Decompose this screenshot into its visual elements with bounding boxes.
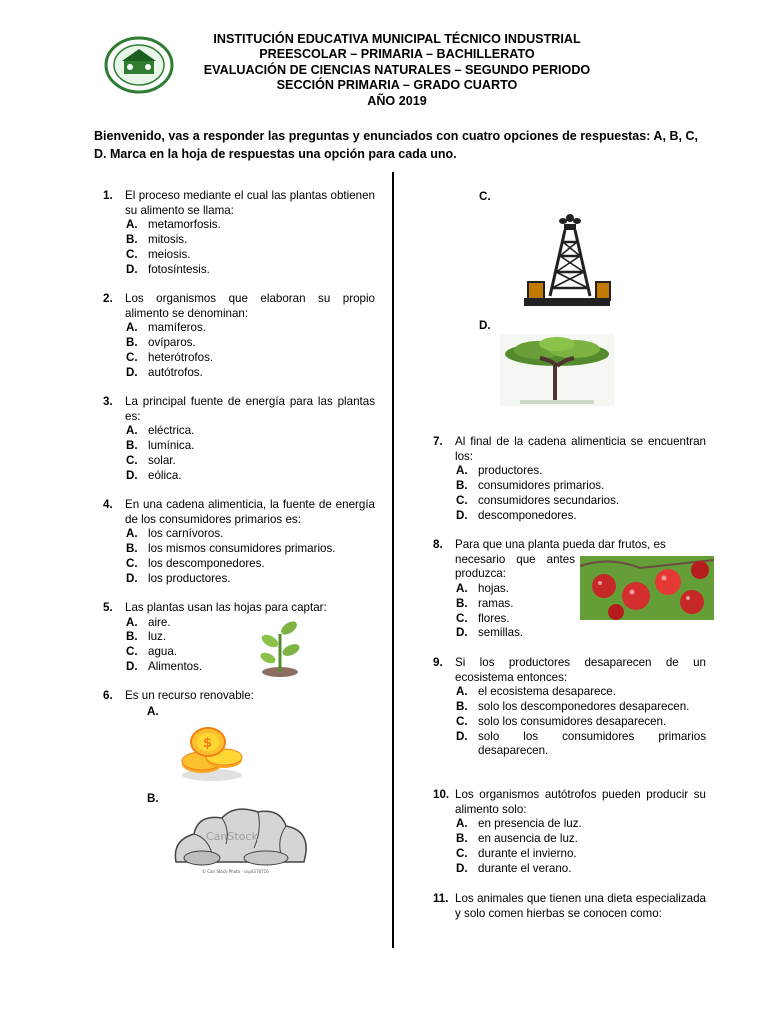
watermark: CanStock [206, 830, 258, 843]
question-text-rest: necesario que antes produzca: [455, 552, 575, 581]
question-5 [103, 601, 375, 675]
option-c[interactable]: C. consumidores secundarios. [456, 493, 620, 507]
question-text: Al final de la cadena alimenticia se encuentran los: [455, 435, 706, 463]
question-text: Las plantas usan las hojas para captar: [125, 601, 327, 614]
option-b[interactable]: B. en ausencia de luz. [456, 832, 578, 846]
option-b[interactable]: B. los mismos consumidores primarios. [126, 542, 336, 556]
question-6 [103, 689, 375, 704]
question-number: 11. [433, 892, 449, 905]
question-9 [433, 656, 706, 759]
option-a[interactable]: A. en presencia de luz. [456, 817, 582, 831]
option-d[interactable]: D. descomponedores. [456, 508, 577, 522]
option-b[interactable]: B. solo los descomponedores desaparecen. [456, 700, 690, 714]
plant-sprout-icon [256, 614, 304, 678]
option-d[interactable]: D. semillas. [456, 626, 524, 640]
question-2 [103, 292, 375, 380]
question-text: El proceso mediante el cual las plantas obtienen su alimento se llama: [125, 189, 375, 217]
option-c[interactable]: C. meiosis. [126, 247, 191, 261]
question-3 [103, 395, 375, 483]
raspberries-icon [580, 556, 714, 620]
option-b[interactable]: B. mitosis. [126, 233, 188, 247]
rocks-icon[interactable] [168, 800, 314, 876]
question-1 [103, 189, 375, 277]
option-d[interactable]: D. Alimentos. [126, 659, 203, 673]
gold-coins-icon[interactable] [172, 720, 252, 784]
institution-name: INSTITUCIÓN EDUCATIVA MUNICIPAL TÉCNICO INDUSTRIAL [213, 32, 581, 46]
option-c[interactable]: C. heterótrofos. [126, 350, 214, 364]
question-11 [433, 892, 706, 921]
question-number: 8. [433, 538, 443, 551]
question-number: 7. [433, 435, 443, 448]
question-7 [433, 435, 706, 523]
option-b-label[interactable]: B. [147, 792, 159, 805]
option-b[interactable]: B. lumínica. [126, 439, 195, 453]
option-a[interactable]: A. mamíferos. [126, 321, 206, 335]
question-text: Los organismos que elaboran su propio alimento se denominan: [125, 292, 375, 320]
option-c[interactable]: C. durante el invierno. [456, 846, 577, 860]
document-header [190, 32, 604, 109]
school-logo [104, 36, 174, 94]
option-a[interactable]: A. metamorfosis. [126, 218, 221, 232]
option-a[interactable]: A. el ecosistema desaparece. [456, 685, 616, 699]
svg-text:$: $ [203, 736, 213, 751]
question-text: Los animales que tienen una dieta especializada y solo comen hierbas se conocen como: [455, 892, 706, 920]
column-divider [392, 172, 394, 948]
question-number: 2. [103, 292, 113, 305]
question-number: 9. [433, 656, 443, 669]
option-a[interactable]: A. eléctrica. [126, 424, 195, 438]
option-c[interactable]: C. solar. [126, 453, 176, 467]
instructions: Bienvenido, vas a responder las preguntas y enunciados con cuatro opciones de respuestas: A, B, C, D. Marca en la hoja de respuestas una opción para cada uno. [94, 129, 698, 161]
question-number: 1. [103, 189, 113, 202]
question-text: Si los productores desaparecen de un ecosistema entonces: [455, 656, 706, 684]
option-a[interactable]: A. aire. [126, 615, 171, 629]
question-number: 4. [103, 498, 113, 511]
tree-icon[interactable] [500, 334, 614, 406]
image-credit: © Can Stock Photo - csp4378716 [202, 869, 269, 874]
question-text-line1: Para que una planta pueda dar frutos, es [455, 538, 666, 551]
option-b[interactable]: B. ramas. [456, 596, 514, 610]
option-d[interactable]: D. autótrofos. [126, 365, 203, 379]
option-b[interactable]: B. ovíparos. [126, 336, 196, 350]
question-text: Es un recurso renovable: [125, 689, 254, 702]
option-d[interactable]: D. los productores. [126, 571, 231, 585]
year: AÑO 2019 [367, 93, 427, 108]
section-grade: SECCIÓN PRIMARIA – GRADO CUARTO [276, 78, 518, 93]
option-d-label[interactable]: D. [479, 319, 491, 332]
option-b[interactable]: B. luz. [126, 630, 167, 644]
option-a[interactable]: A. los carnívoros. [126, 527, 224, 541]
question-text: En una cadena alimenticia, la fuente de energía de los consumidores primarios es: [125, 498, 375, 526]
question-number: 6. [103, 689, 113, 702]
option-d[interactable]: D. solo los consumidores primarios desaparecen. [456, 729, 706, 758]
option-c[interactable]: C. los descomponedores. [126, 556, 265, 570]
option-a[interactable]: A. productores. [456, 464, 543, 478]
option-c[interactable]: C. flores. [456, 611, 510, 625]
option-b[interactable]: B. consumidores primarios. [456, 479, 605, 493]
question-10 [433, 788, 706, 876]
evaluation-title: EVALUACIÓN DE CIENCIAS NATURALES – SEGUNDO PERIODO [203, 62, 591, 77]
option-c[interactable]: C. solo los consumidores desaparecen. [456, 714, 667, 728]
option-d[interactable]: D. durante el verano. [456, 861, 572, 875]
option-a[interactable]: A. hojas. [456, 582, 509, 596]
option-a-label[interactable]: A. [147, 705, 159, 718]
option-c-label[interactable]: C. [479, 190, 491, 203]
question-text: La principal fuente de energía para las plantas es: [125, 395, 375, 423]
question-number: 5. [103, 601, 113, 614]
question-number: 3. [103, 395, 113, 408]
question-number: 10. [433, 788, 450, 801]
question-4 [103, 498, 375, 586]
question-text: Los organismos autótrofos pueden producir su alimento solo: [455, 788, 706, 816]
option-d[interactable]: D. eólica. [126, 468, 182, 482]
oil-derrick-icon[interactable] [520, 212, 612, 312]
school-levels: PREESCOLAR – PRIMARIA – BACHILLERATO [259, 47, 535, 62]
option-c[interactable]: C. agua. [126, 645, 178, 659]
option-d[interactable]: D. fotosíntesis. [126, 262, 210, 276]
